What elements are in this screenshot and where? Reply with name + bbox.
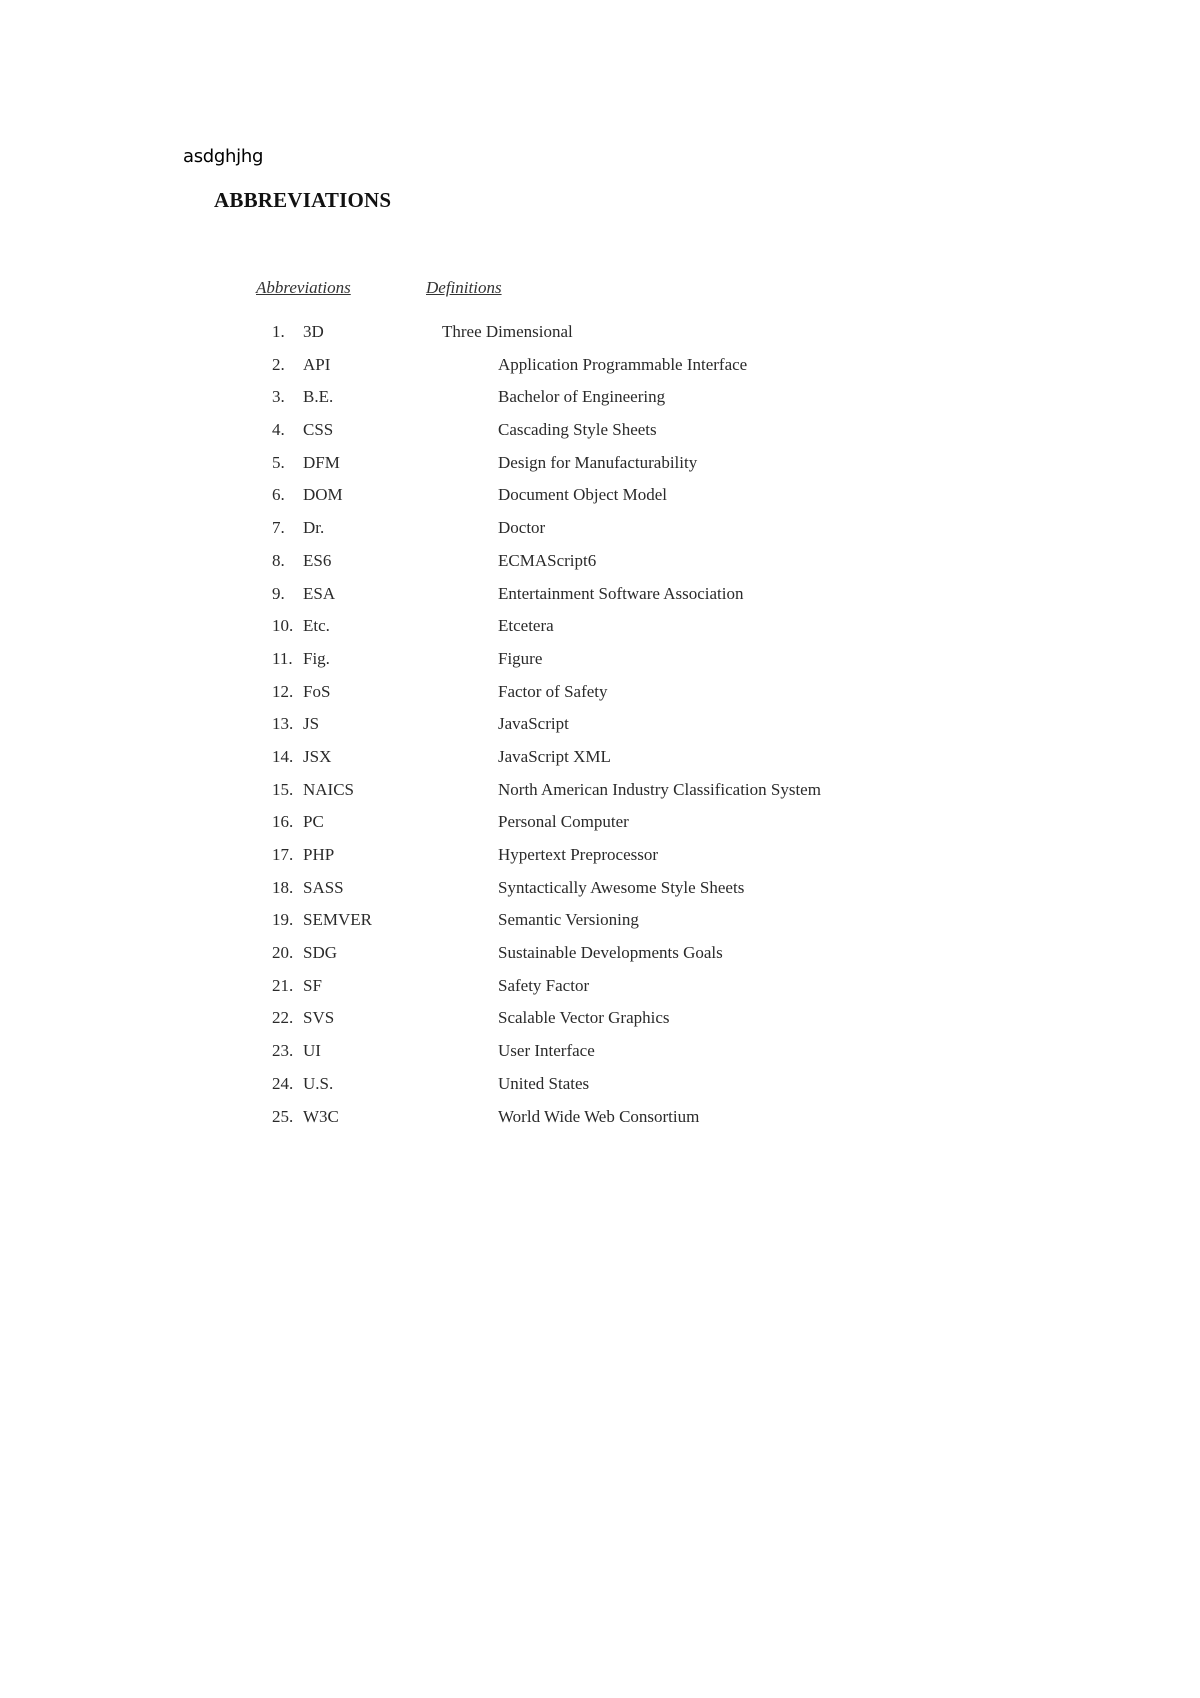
- list-item-definition: User Interface: [498, 1041, 595, 1061]
- list-item-number: 5.: [272, 452, 285, 472]
- list-item-number: 19.: [272, 910, 294, 930]
- document-note: asdghjhg: [183, 146, 264, 167]
- list-item-definition: Sustainable Developments Goals: [498, 943, 723, 963]
- list-item-definition: Figure: [498, 648, 543, 668]
- list-item-definition: Factor of Safety: [498, 681, 608, 701]
- list-item-definition: JavaScript XML: [498, 746, 611, 766]
- list-item-number: 10.: [272, 616, 294, 636]
- list-item: [0, 485, 1200, 518]
- list-item-definition: Cascading Style Sheets: [498, 420, 657, 440]
- list-item-definition: North American Industry Classification System: [498, 779, 821, 799]
- list-item-definition: Scalable Vector Graphics: [498, 1008, 670, 1028]
- list-item-number: 6.: [272, 485, 285, 505]
- list-item: [0, 878, 1200, 911]
- list-item-definition: Semantic Versioning: [498, 910, 639, 930]
- list-item-abbreviation: SDG: [303, 943, 338, 963]
- list-item-number: 24.: [272, 1073, 294, 1093]
- list-item: [0, 682, 1200, 715]
- list-item-definition: Safety Factor: [498, 975, 590, 995]
- list-item-abbreviation: CSS: [303, 420, 334, 440]
- abbreviations-list: [0, 322, 1200, 1139]
- list-item-number: 21.: [272, 975, 294, 995]
- list-item: [0, 714, 1200, 747]
- list-item-definition: World Wide Web Consortium: [498, 1106, 700, 1126]
- list-item-definition: Document Object Model: [498, 485, 668, 505]
- list-item: [0, 845, 1200, 878]
- page-title: ABBREVIATIONS: [214, 188, 392, 212]
- list-item-definition: Three Dimensional: [442, 322, 573, 341]
- list-item: [0, 812, 1200, 845]
- list-item-number: 14.: [272, 746, 294, 766]
- list-item-number: 3.: [272, 387, 285, 407]
- list-item: [0, 910, 1200, 943]
- definitions-column-header: Definitions: [426, 278, 502, 297]
- list-item: [0, 518, 1200, 551]
- list-item: [0, 420, 1200, 453]
- list-item: [0, 584, 1200, 617]
- list-item-abbreviation: SVS: [303, 1008, 335, 1028]
- list-item-abbreviation: W3C: [303, 1106, 339, 1126]
- list-item: [0, 747, 1200, 780]
- list-item-definition: Etcetera: [498, 616, 554, 636]
- list-item-number: 25.: [272, 1106, 294, 1126]
- list-item: [0, 1008, 1200, 1041]
- list-item-abbreviation: Dr.: [303, 518, 325, 538]
- list-item: [0, 649, 1200, 682]
- list-item-number: 1.: [272, 322, 285, 341]
- list-item-abbreviation: SASS: [303, 877, 344, 897]
- list-item-definition: Bachelor of Engineering: [498, 387, 666, 407]
- list-item: [0, 453, 1200, 486]
- list-item: [0, 780, 1200, 813]
- list-item-abbreviation: API: [303, 354, 331, 374]
- list-item-abbreviation: JS: [303, 714, 320, 734]
- list-item-abbreviation: JSX: [303, 746, 332, 766]
- list-item-abbreviation: B.E.: [303, 387, 334, 407]
- list-item-definition: Entertainment Software Association: [498, 583, 744, 603]
- list-item-abbreviation: SEMVER: [303, 910, 372, 930]
- list-item: [0, 551, 1200, 584]
- list-item-number: 8.: [272, 550, 285, 570]
- list-item-abbreviation: U.S.: [303, 1073, 334, 1093]
- list-item-number: 13.: [272, 714, 294, 734]
- list-item-definition: Syntactically Awesome Style Sheets: [498, 877, 745, 897]
- list-item-number: 16.: [272, 812, 294, 832]
- list-item-abbreviation: UI: [303, 1041, 321, 1061]
- list-item: [0, 322, 1200, 355]
- list-item-number: 2.: [272, 354, 285, 374]
- list-item: [0, 1107, 1200, 1140]
- list-item-definition: Application Programmable Interface: [498, 354, 748, 374]
- list-item-number: 11.: [272, 648, 293, 668]
- list-item-abbreviation: PHP: [303, 845, 335, 864]
- list-item-number: 15.: [272, 779, 294, 799]
- list-item-number: 12.: [272, 681, 294, 701]
- list-item-definition: Personal Computer: [498, 812, 629, 832]
- list-item: [0, 976, 1200, 1009]
- list-item-abbreviation: Fig.: [303, 648, 330, 668]
- list-item-number: 18.: [272, 877, 294, 897]
- list-item-abbreviation: Etc.: [303, 616, 330, 636]
- list-item: [0, 616, 1200, 649]
- list-item-abbreviation: DOM: [303, 485, 343, 505]
- list-item-definition: Design for Manufacturability: [498, 452, 698, 472]
- list-item-definition: ECMAScript6: [498, 550, 597, 570]
- list-item-number: 20.: [272, 943, 294, 963]
- list-item-abbreviation: ESA: [303, 583, 336, 603]
- list-item-number: 23.: [272, 1041, 294, 1061]
- list-item-abbreviation: PC: [303, 812, 324, 832]
- list-item-definition: Hypertext Preprocessor: [498, 845, 659, 864]
- list-item-abbreviation: SF: [303, 975, 322, 995]
- list-item: [0, 387, 1200, 420]
- list-item-definition: JavaScript: [498, 714, 569, 734]
- list-item-number: 9.: [272, 583, 285, 603]
- list-item-abbreviation: ES6: [303, 550, 332, 570]
- list-item-definition: United States: [498, 1073, 590, 1093]
- list-item-definition: Doctor: [498, 518, 546, 538]
- abbreviations-column-header: Abbreviations: [256, 278, 351, 297]
- list-item-number: 22.: [272, 1008, 294, 1028]
- list-item-abbreviation: FoS: [303, 681, 331, 701]
- list-item-number: 17.: [272, 845, 294, 864]
- list-item-abbreviation: NAICS: [303, 779, 355, 799]
- list-item: [0, 1074, 1200, 1107]
- list-item: [0, 943, 1200, 976]
- list-item: [0, 1041, 1200, 1074]
- list-item-number: 4.: [272, 420, 285, 440]
- list-item-number: 7.: [272, 518, 285, 538]
- list-item-abbreviation: 3D: [303, 322, 324, 341]
- list-item: [0, 355, 1200, 388]
- list-item-abbreviation: DFM: [303, 452, 340, 472]
